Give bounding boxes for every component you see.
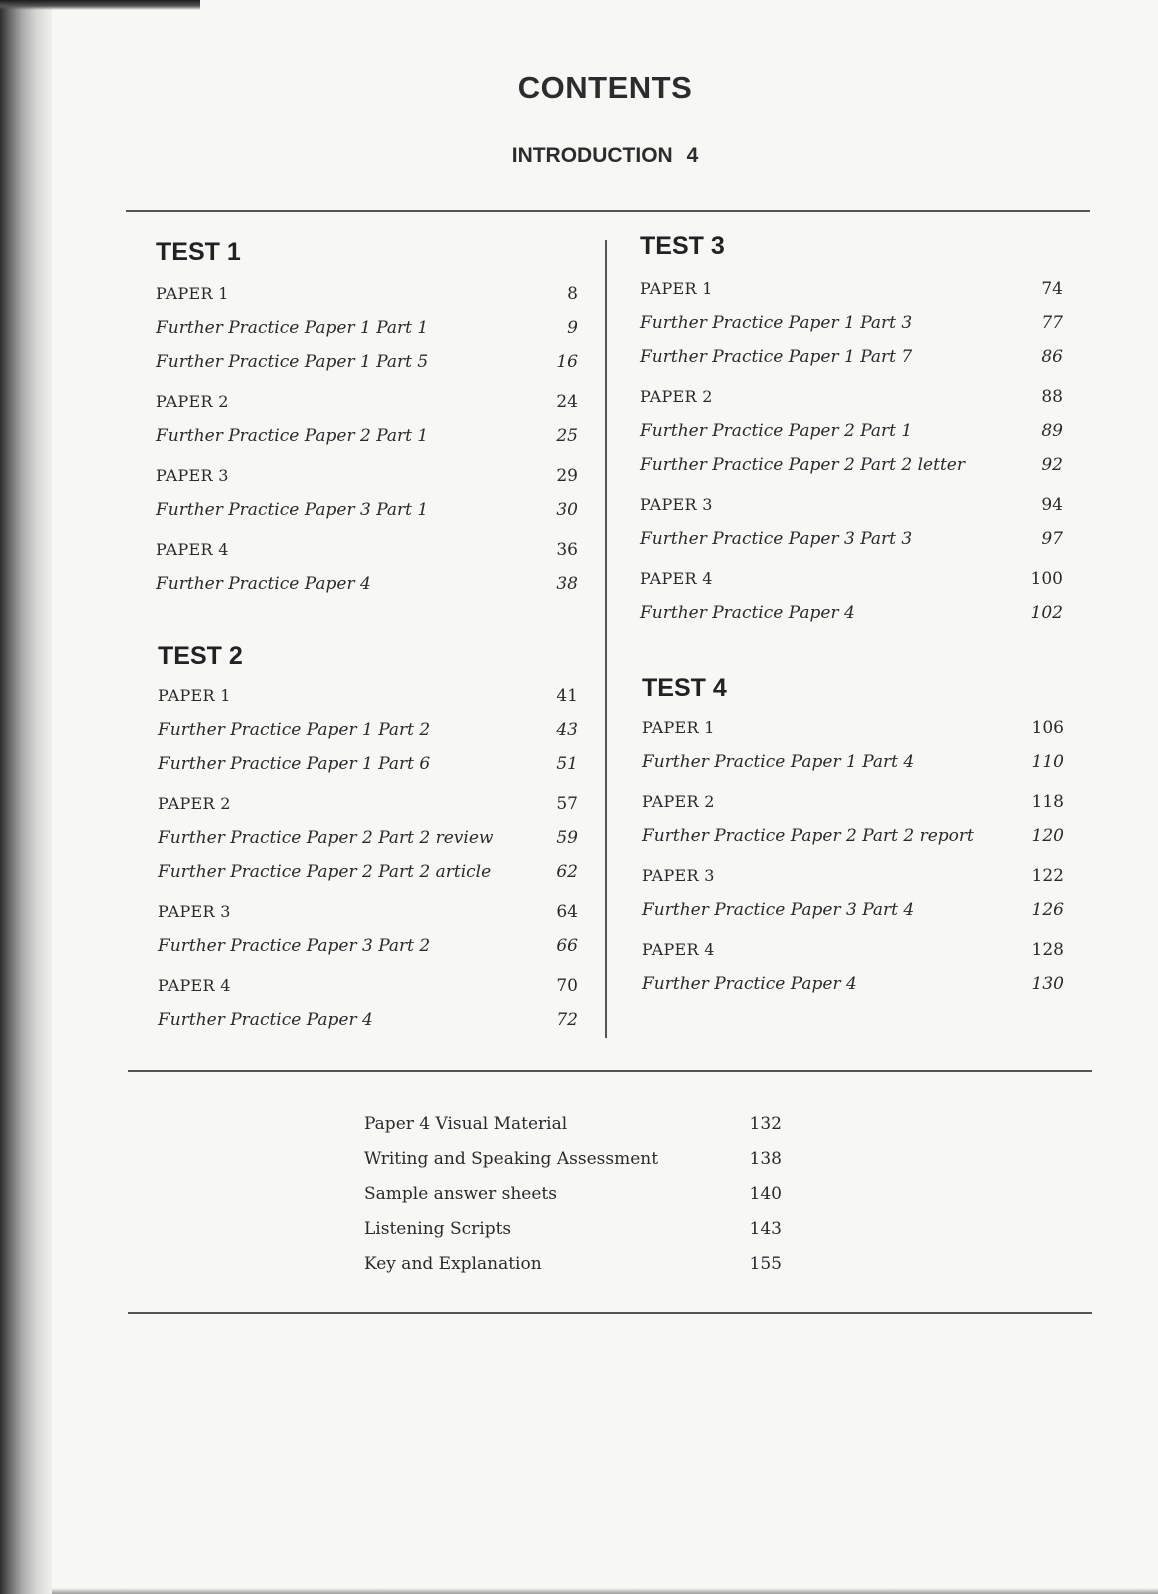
toc-entry[interactable] [642, 896, 1064, 924]
book-spine-shadow [0, 0, 52, 1594]
toc-entry[interactable] [364, 1250, 782, 1278]
entry-page: 100 [1030, 569, 1063, 589]
toc-entry[interactable] [642, 788, 1064, 816]
toc-entry[interactable] [158, 858, 578, 886]
entry-page: 24 [556, 392, 578, 412]
entry-label: Further Practice Paper 1 Part 7 [640, 347, 913, 367]
entry-label: Further Practice Paper 2 Part 2 letter [640, 455, 965, 475]
entry-page: 97 [1041, 529, 1063, 549]
entry-page: 38 [556, 574, 578, 594]
entry-label: Further Practice Paper 1 Part 6 [158, 754, 431, 774]
test-3-heading: TEST 3 [640, 232, 725, 260]
entry-page: 74 [1041, 279, 1063, 299]
entry-label: Further Practice Paper 2 Part 2 article [158, 862, 492, 882]
entry-label: Further Practice Paper 1 Part 5 [156, 352, 429, 372]
toc-entry[interactable] [156, 536, 578, 564]
entry-label: PAPER 1 [156, 284, 229, 303]
bottom-divider [128, 1312, 1092, 1314]
entry-page: 122 [1031, 866, 1064, 886]
entry-page: 155 [749, 1254, 782, 1274]
entry-page: 43 [556, 720, 578, 740]
entry-page: 51 [556, 754, 578, 774]
entry-page: 25 [556, 426, 578, 446]
toc-entry[interactable] [156, 348, 578, 376]
entry-page: 86 [1041, 347, 1063, 367]
entry-label: Further Practice Paper 1 Part 3 [640, 313, 913, 333]
toc-entry[interactable] [640, 343, 1063, 371]
entry-page: 36 [556, 540, 578, 560]
test-2-heading: TEST 2 [158, 642, 243, 670]
toc-entry[interactable] [156, 496, 578, 524]
toc-entry[interactable] [158, 1006, 578, 1034]
entry-label: PAPER 4 [156, 540, 229, 559]
entry-label: Further Practice Paper 4 [642, 974, 857, 994]
entry-label: Sample answer sheets [364, 1184, 557, 1204]
entry-label: Writing and Speaking Assessment [364, 1149, 659, 1169]
entry-label: PAPER 1 [158, 686, 231, 705]
introduction-entry [0, 144, 1158, 168]
bottom-edge-shadow [52, 1588, 1158, 1594]
toc-entry[interactable] [158, 898, 578, 926]
top-edge-shadow [0, 0, 200, 10]
entry-page: 9 [567, 318, 578, 338]
toc-entry[interactable] [364, 1110, 782, 1138]
entry-page: 130 [1031, 974, 1064, 994]
toc-entry[interactable] [642, 936, 1064, 964]
entry-label: PAPER 2 [156, 392, 229, 411]
introduction-label: INTRODUCTION [511, 144, 673, 167]
entry-label: Further Practice Paper 4 [640, 603, 855, 623]
entry-label: PAPER 3 [158, 902, 231, 921]
toc-entry[interactable] [158, 790, 578, 818]
entry-label: PAPER 4 [640, 569, 713, 588]
column-divider [605, 240, 607, 1038]
entry-label: Further Practice Paper 4 [156, 574, 371, 594]
toc-entry[interactable] [364, 1215, 782, 1243]
toc-entry[interactable] [156, 314, 578, 342]
entry-page: 138 [749, 1149, 782, 1169]
entry-page: 118 [1031, 792, 1064, 812]
entry-page: 57 [556, 794, 578, 814]
test-1-heading: TEST 1 [156, 238, 241, 266]
entry-page: 41 [556, 686, 578, 706]
entry-page: 62 [556, 862, 578, 882]
entry-label: Further Practice Paper 2 Part 1 [640, 421, 913, 441]
entry-page: 102 [1030, 603, 1063, 623]
toc-entry[interactable] [642, 822, 1064, 850]
entry-page: 66 [556, 936, 578, 956]
entry-page: 59 [556, 828, 578, 848]
toc-entry[interactable] [640, 599, 1063, 627]
test-4-heading: TEST 4 [642, 674, 727, 702]
entry-label: Listening Scripts [364, 1219, 512, 1239]
entry-label: Further Practice Paper 3 Part 4 [642, 900, 915, 920]
entry-label: Further Practice Paper 3 Part 1 [156, 500, 429, 520]
entry-page: 106 [1031, 718, 1064, 738]
entry-page: 64 [556, 902, 578, 922]
toc-entry[interactable] [158, 824, 578, 852]
entry-page: 70 [556, 976, 578, 996]
toc-entry[interactable] [640, 565, 1063, 593]
toc-entry[interactable] [156, 462, 578, 490]
toc-entry[interactable] [156, 422, 578, 450]
entry-page: 77 [1041, 313, 1063, 333]
toc-entry[interactable] [642, 970, 1064, 998]
entry-page: 8 [567, 284, 578, 304]
entry-label: Further Practice Paper 3 Part 3 [640, 529, 913, 549]
entry-label: Further Practice Paper 1 Part 4 [642, 752, 915, 772]
toc-entry[interactable] [642, 748, 1064, 776]
entry-label: Key and Explanation [364, 1254, 542, 1274]
toc-entry[interactable] [640, 451, 1063, 479]
entry-label: PAPER 1 [640, 279, 713, 298]
toc-entry[interactable] [642, 714, 1064, 742]
entry-label: Further Practice Paper 2 Part 2 report [642, 826, 974, 846]
toc-entry[interactable] [640, 383, 1063, 411]
entry-label: PAPER 4 [642, 940, 715, 959]
toc-entry[interactable] [642, 862, 1064, 890]
toc-entry[interactable] [364, 1180, 782, 1208]
entry-page: 132 [749, 1114, 782, 1134]
toc-entry[interactable] [158, 682, 578, 710]
entry-label: Further Practice Paper 1 Part 1 [156, 318, 429, 338]
toc-entry[interactable] [156, 570, 578, 598]
entry-page: 143 [749, 1219, 782, 1239]
entry-page: 16 [556, 352, 578, 372]
toc-entry[interactable] [158, 932, 578, 960]
toc-entry[interactable] [158, 750, 578, 778]
entry-label: Further Practice Paper 4 [158, 1010, 373, 1030]
entry-page: 110 [1031, 752, 1064, 772]
entry-page: 126 [1031, 900, 1064, 920]
entry-label: Further Practice Paper 3 Part 2 [158, 936, 431, 956]
entry-label: PAPER 2 [642, 792, 715, 811]
entry-page: 30 [556, 500, 578, 520]
entry-page: 128 [1031, 940, 1064, 960]
entry-label: Further Practice Paper 2 Part 2 review [158, 828, 494, 848]
entry-label: Further Practice Paper 1 Part 2 [158, 720, 431, 740]
top-divider [126, 210, 1090, 212]
middle-divider [128, 1070, 1092, 1072]
toc-entry[interactable] [640, 309, 1063, 337]
entry-page: 72 [556, 1010, 578, 1030]
entry-label: PAPER 1 [642, 718, 715, 737]
entry-label: PAPER 3 [642, 866, 715, 885]
entry-label: PAPER 3 [156, 466, 229, 485]
entry-label: Paper 4 Visual Material [364, 1114, 568, 1134]
entry-page: 89 [1041, 421, 1063, 441]
toc-entry[interactable] [158, 716, 578, 744]
entry-page: 29 [556, 466, 578, 486]
entry-label: PAPER 2 [158, 794, 231, 813]
toc-entry[interactable] [640, 525, 1063, 553]
toc-entry[interactable] [158, 972, 578, 1000]
toc-entry[interactable] [640, 417, 1063, 445]
entry-label: PAPER 3 [640, 495, 713, 514]
entry-page: 94 [1041, 495, 1063, 515]
entry-page: 120 [1031, 826, 1064, 846]
entry-label: PAPER 2 [640, 387, 713, 406]
page-title: CONTENTS [517, 70, 693, 105]
introduction-page: 4 [686, 144, 699, 167]
toc-entry[interactable] [156, 280, 578, 308]
entry-page: 140 [749, 1184, 782, 1204]
entry-page: 88 [1041, 387, 1063, 407]
toc-entry[interactable] [156, 388, 578, 416]
toc-entry[interactable] [640, 491, 1063, 519]
entry-label: PAPER 4 [158, 976, 231, 995]
toc-entry[interactable] [640, 275, 1063, 303]
entry-label: Further Practice Paper 2 Part 1 [156, 426, 429, 446]
toc-entry[interactable] [364, 1145, 782, 1173]
entry-page: 92 [1041, 455, 1063, 475]
